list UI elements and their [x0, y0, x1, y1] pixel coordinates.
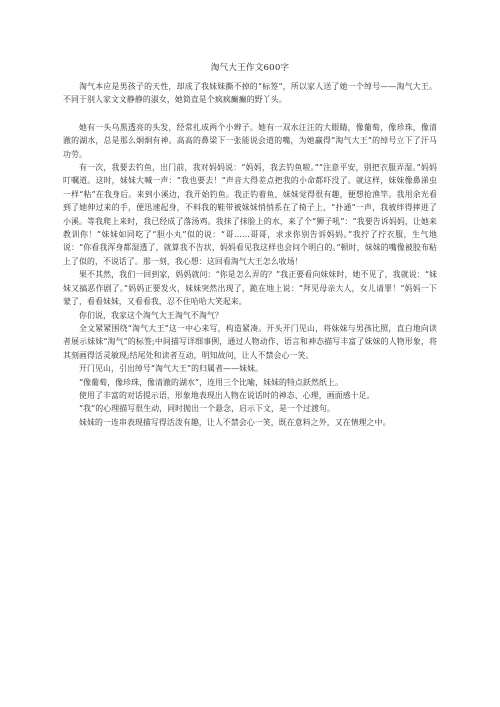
paragraph-appearance: 她有一头乌黑透亮的头发，经常扎成两个小辫子。她有一双水汪汪的大眼睛，像葡萄，像珍珠，像清澈的湖水，总是那么炯炯有神。高高的鼻梁下一张能说会道的嘴，为她赢得“淘气大王”的绰号立下了汗马功劳。 [63, 122, 437, 159]
paragraph-gap [63, 107, 437, 121]
paragraph-intro: 淘气本应是男孩子的天性，却成了我妹妹撕不掉的“标签”，所以家人送了她一个绰号——淘气大王。不同于别人家文文静静的淑女，她简直是个疯疯癫癫的野丫头。 [63, 82, 437, 105]
paragraph-commentary-metaphor: “像葡萄，像珍珠，像清澈的湖水”，连用三个比喻，妹妹的特点跃然纸上。 [79, 377, 343, 387]
document-title: 淘气大王作文600字 [210, 63, 290, 73]
paragraph-fishing-story: 有一次，我要去钓鱼，出门前，我对妈妈说：“妈妈，我去钓鱼啦。”“注意平安，别把衣服弄湿。”妈妈叮嘱道。这时，妹妹大喊一声：“我也要去！”声音大得差点把我的小命都吓没了。就这样，妹妹像鼻涕虫一样“粘”在我身后。来到小溪边，我开始钓鱼。我正钓着鱼，妹妹觉得很有趣，便想抢渔竿。我用余光看到了她伸过来的手，便迅速起身，不料我的鞋带被妹妹悄悄系在了椅子上，“扑通”一声，我被绊得摔进了小溪。等我爬上来时，我已经成了落汤鸡。我抹了抹脸上的水，来了个“狮子吼”：“我要告诉妈妈，让她来教训你！”妹妹如同吃了“胆小丸”似的说：“哥……哥哥，求求你别告诉妈妈。”我拧了拧衣服，生气地说：“你看我浑身都湿透了，就算我不告状，妈妈看见我这样也会问个明白的。”顿时，妹妹的嘴像被胶布粘上了似的，不说话了。那一刻，我心想：这回看淘气大王怎么收场！ [63, 163, 437, 266]
paragraph-commentary-ending: 妹妹的一连串表现描写得活泼有趣，让人不禁会心一笑，既在意料之外，又在情理之中。 [79, 417, 391, 427]
paragraph-commentary-overall: 全文紧紧围绕“淘气大王”这一中心来写，构造紧凑。开头开门见山，将妹妹与男孩比照，直白地向读者展示妹妹“淘气”的标签;中间描写详细事例，通过人物动作、语言和神态描写丰富了妹妹的人物形象，将其刻画得活灵敏现;结尾处和读者互动，明知故问，让人不禁会心一笑。 [63, 323, 437, 360]
paragraph-commentary-opening: 开门见山，引出绰号“淘气大王”的归属者——妹妹。 [79, 364, 264, 374]
document-page [63, 62, 437, 429]
paragraph-home-story: 果不其然，我们一回到家，妈妈就问：“你是怎么弄的？”我正要看向妹妹时，她不见了，我就说：“妹妹又搞恶作剧了。”妈妈正要发火，妹妹突然出现了，跪在地上说：“拜见母亲大人，女儿请罪！”妈妈一下蒙了，看看妹妹，又看看我，忍不住哈哈大笑起来。 [63, 270, 437, 307]
paragraph-commentary-psychology: “我”的心理描写很生动，同时抛出一个悬念，启示下文，是一个过渡句。 [79, 404, 335, 414]
paragraph-closing-question: 你们说，我家这个淘气大王淘气不淘气？ [79, 310, 223, 320]
paragraph-commentary-dialogue: 使用了丰富的对话提示语，形象地表现出人物在说话时的神态、心理，画面感十足。 [79, 390, 375, 400]
